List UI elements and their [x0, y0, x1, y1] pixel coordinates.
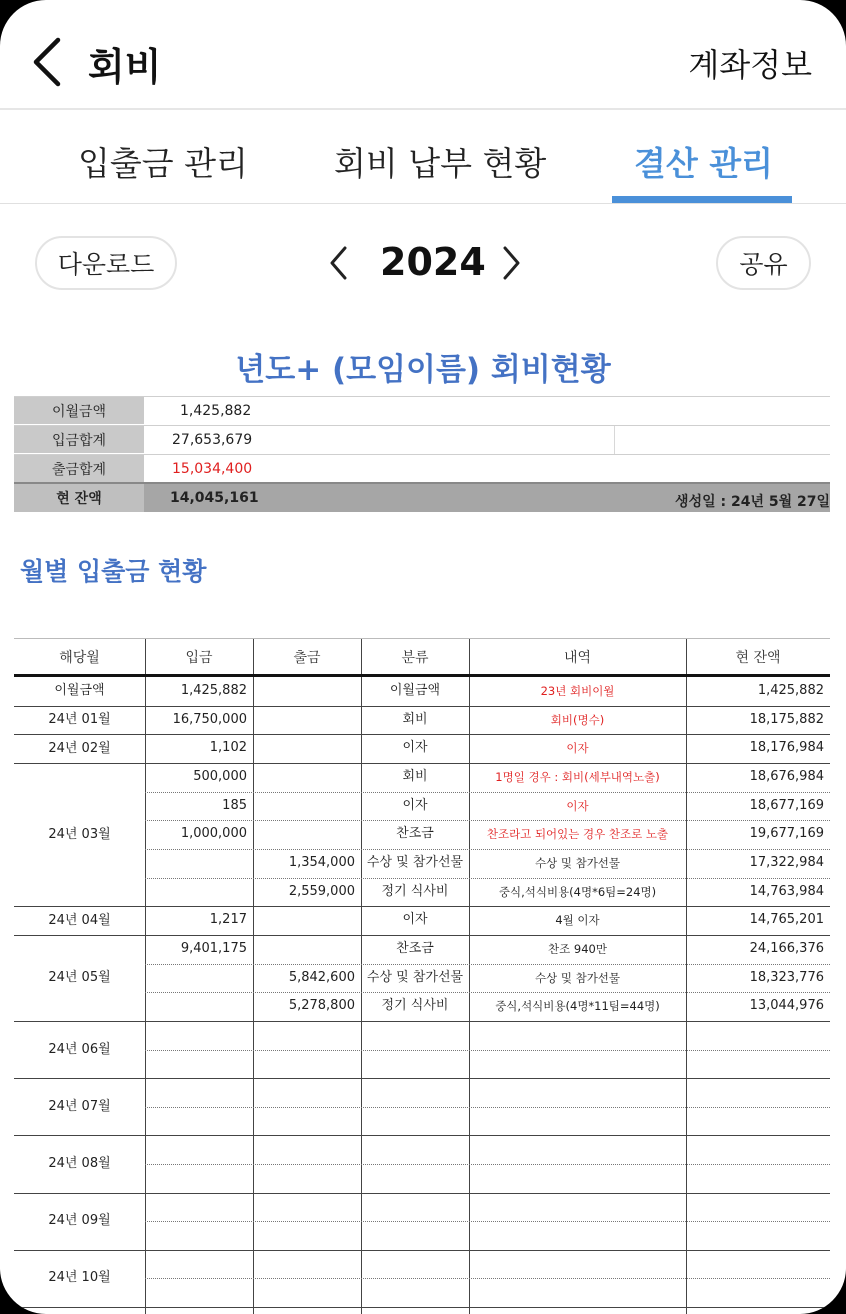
- top-bar: [0, 0, 846, 110]
- withdraw-cell: [253, 792, 355, 820]
- detail-cell: 회비(명수): [550, 712, 605, 727]
- balance-cell: 18,677,169: [749, 797, 824, 813]
- balance-cell: 18,175,882: [749, 711, 824, 727]
- detail-cell: 수상 및 참가선물: [534, 855, 621, 870]
- detail-cell: 1명일 경우 : 회비(세부내역노출): [495, 769, 660, 784]
- category-cell: 이월금액: [389, 683, 441, 698]
- deposit-cell: 1,425,882: [180, 683, 247, 698]
- balance-cell: 24,166,376: [749, 940, 824, 956]
- withdraw-cell: [253, 734, 355, 762]
- summary-label: 출금합계: [14, 455, 144, 482]
- column-header: 현 잔액: [735, 650, 781, 666]
- month-label: 24년 04월: [48, 912, 111, 928]
- deposit-cell: 1,102: [209, 740, 247, 756]
- summary-value: 1,425,882: [180, 403, 252, 419]
- balance-cell: 1,425,882: [757, 683, 824, 698]
- category-cell: 이자: [402, 797, 428, 813]
- column-header: 입금: [185, 650, 213, 666]
- balance-cell: 18,323,776: [749, 969, 824, 985]
- summary-value: 27,653,679: [172, 432, 253, 448]
- deposit-cell: 1,000,000: [180, 826, 247, 842]
- month-label: 24년 02월: [48, 740, 111, 756]
- tab-bar: [0, 112, 846, 204]
- account-info-button[interactable]: 계좌정보: [688, 46, 812, 84]
- column-header: 내역: [563, 650, 592, 666]
- detail-cell: 찬조라고 되어있는 경우 찬조로 노출: [486, 827, 669, 842]
- detail-cell: 이자: [566, 741, 589, 756]
- monthly-table: [14, 638, 830, 1314]
- withdraw-cell: [253, 706, 355, 734]
- created-date: 생성일 : 24년 5월 27일: [675, 494, 830, 510]
- category-cell: 정기 식사비: [381, 998, 449, 1014]
- tab-settlement[interactable]: 결산 관리: [634, 144, 774, 183]
- category-cell: 찬조금: [396, 826, 434, 842]
- month-label: 24년 03월: [48, 826, 111, 842]
- balance-cell: 17,322,984: [749, 854, 824, 870]
- active-tab-indicator: [612, 196, 792, 203]
- month-label: 24년 05월: [48, 969, 111, 985]
- cell-divider: [614, 426, 615, 454]
- balance-cell: 14,763,984: [749, 883, 824, 899]
- detail-cell: 이자: [566, 798, 589, 813]
- balance-cell: 18,176,984: [749, 740, 824, 756]
- month-label: 24년 01월: [48, 711, 111, 727]
- detail-cell: 찬조 940만: [548, 941, 607, 956]
- detail-cell: 중식,석식비용(4명*6팀=24명): [498, 884, 657, 899]
- column-header: 분류: [401, 650, 429, 666]
- category-cell: 이자: [402, 912, 428, 928]
- month-label: 24년 08월: [48, 1155, 111, 1171]
- summary-value: 14,045,161: [170, 490, 259, 506]
- deposit-cell: 1,217: [209, 912, 247, 928]
- tab-deposit-withdraw[interactable]: 입출금 관리: [78, 144, 248, 183]
- row-divider: [145, 1164, 830, 1165]
- page-title: 회비: [88, 45, 162, 89]
- sheet-title: 년도+ (모임이름) 회비현황: [235, 352, 611, 388]
- month-label: 이월금액: [54, 683, 105, 699]
- month-label: 24년 06월: [48, 1041, 111, 1057]
- column-header: 해당월: [59, 650, 100, 666]
- detail-cell: 23년 회비이월: [540, 684, 615, 698]
- withdraw-cell: 1,354,000: [288, 854, 355, 870]
- summary-row: [14, 396, 830, 424]
- download-button[interactable]: 다운로드: [35, 236, 177, 290]
- withdraw-cell: [253, 820, 355, 848]
- deposit-cell: 9,401,175: [180, 940, 247, 956]
- month-label: 24년 10월: [48, 1270, 111, 1286]
- withdraw-cell: 2,559,000: [288, 883, 355, 899]
- summary-label: 이월금액: [14, 397, 144, 424]
- column-header: 출금: [293, 650, 321, 666]
- withdraw-cell: [253, 677, 355, 705]
- deposit-cell: [145, 878, 247, 906]
- row-divider: [145, 1050, 830, 1051]
- category-cell: 정기 식사비: [381, 883, 449, 899]
- withdraw-cell: 5,278,800: [288, 998, 355, 1014]
- detail-cell: 수상 및 참가선물: [534, 970, 621, 985]
- withdraw-cell: [253, 935, 355, 963]
- summary-row-total: [14, 482, 830, 512]
- summary-row: [14, 425, 830, 453]
- summary-label: 현 잔액: [14, 484, 144, 512]
- row-divider: [145, 1278, 830, 1279]
- summary-value: 15,034,400: [172, 461, 253, 477]
- table-top-border: [14, 638, 830, 639]
- withdraw-cell: [253, 906, 355, 934]
- row-border: [14, 1307, 830, 1308]
- deposit-cell: 500,000: [193, 768, 247, 784]
- deposit-cell: [145, 964, 247, 992]
- balance-cell: 18,676,984: [749, 768, 824, 784]
- category-cell: 찬조금: [396, 940, 434, 956]
- deposit-cell: [145, 992, 247, 1020]
- category-cell: 이자: [402, 740, 428, 756]
- category-cell: 수상 및 참가선물: [366, 969, 464, 985]
- month-label: 24년 07월: [48, 1098, 111, 1114]
- withdraw-cell: [253, 763, 355, 791]
- balance-cell: 19,677,169: [749, 826, 824, 842]
- row-border: [14, 1021, 830, 1022]
- previous-year-icon[interactable]: [326, 244, 352, 282]
- monthly-section-title: 월별 입출금 현황: [20, 557, 207, 586]
- detail-cell: 중식,석식비용(4명*11팀=44명): [495, 999, 660, 1014]
- row-border: [14, 1193, 830, 1194]
- month-label: 24년 09월: [48, 1213, 111, 1229]
- summary-label: 입금합계: [14, 426, 144, 453]
- detail-cell: 4월 이자: [555, 913, 600, 928]
- row-divider: [145, 1221, 830, 1222]
- withdraw-cell: 5,842,600: [288, 969, 355, 985]
- category-cell: 회비: [402, 768, 428, 784]
- row-border: [14, 1135, 830, 1136]
- balance-cell: 13,044,976: [749, 998, 824, 1014]
- category-cell: 회비: [402, 711, 428, 727]
- balance-cell: 14,765,201: [749, 912, 824, 928]
- category-cell: 수상 및 참가선물: [366, 854, 464, 870]
- row-border: [14, 1250, 830, 1251]
- row-divider: [145, 1107, 830, 1108]
- share-button[interactable]: 공유: [716, 236, 811, 290]
- summary-row: [14, 454, 830, 482]
- row-border: [14, 1078, 830, 1079]
- tab-fee-payment-status[interactable]: 회비 납부 현황: [334, 144, 547, 183]
- deposit-cell: [145, 849, 247, 877]
- deposit-cell: 16,750,000: [172, 711, 247, 727]
- next-year-icon[interactable]: [498, 244, 524, 282]
- deposit-cell: 185: [222, 797, 247, 813]
- year-label: 2024: [380, 240, 486, 284]
- back-chevron-icon[interactable]: [28, 34, 68, 90]
